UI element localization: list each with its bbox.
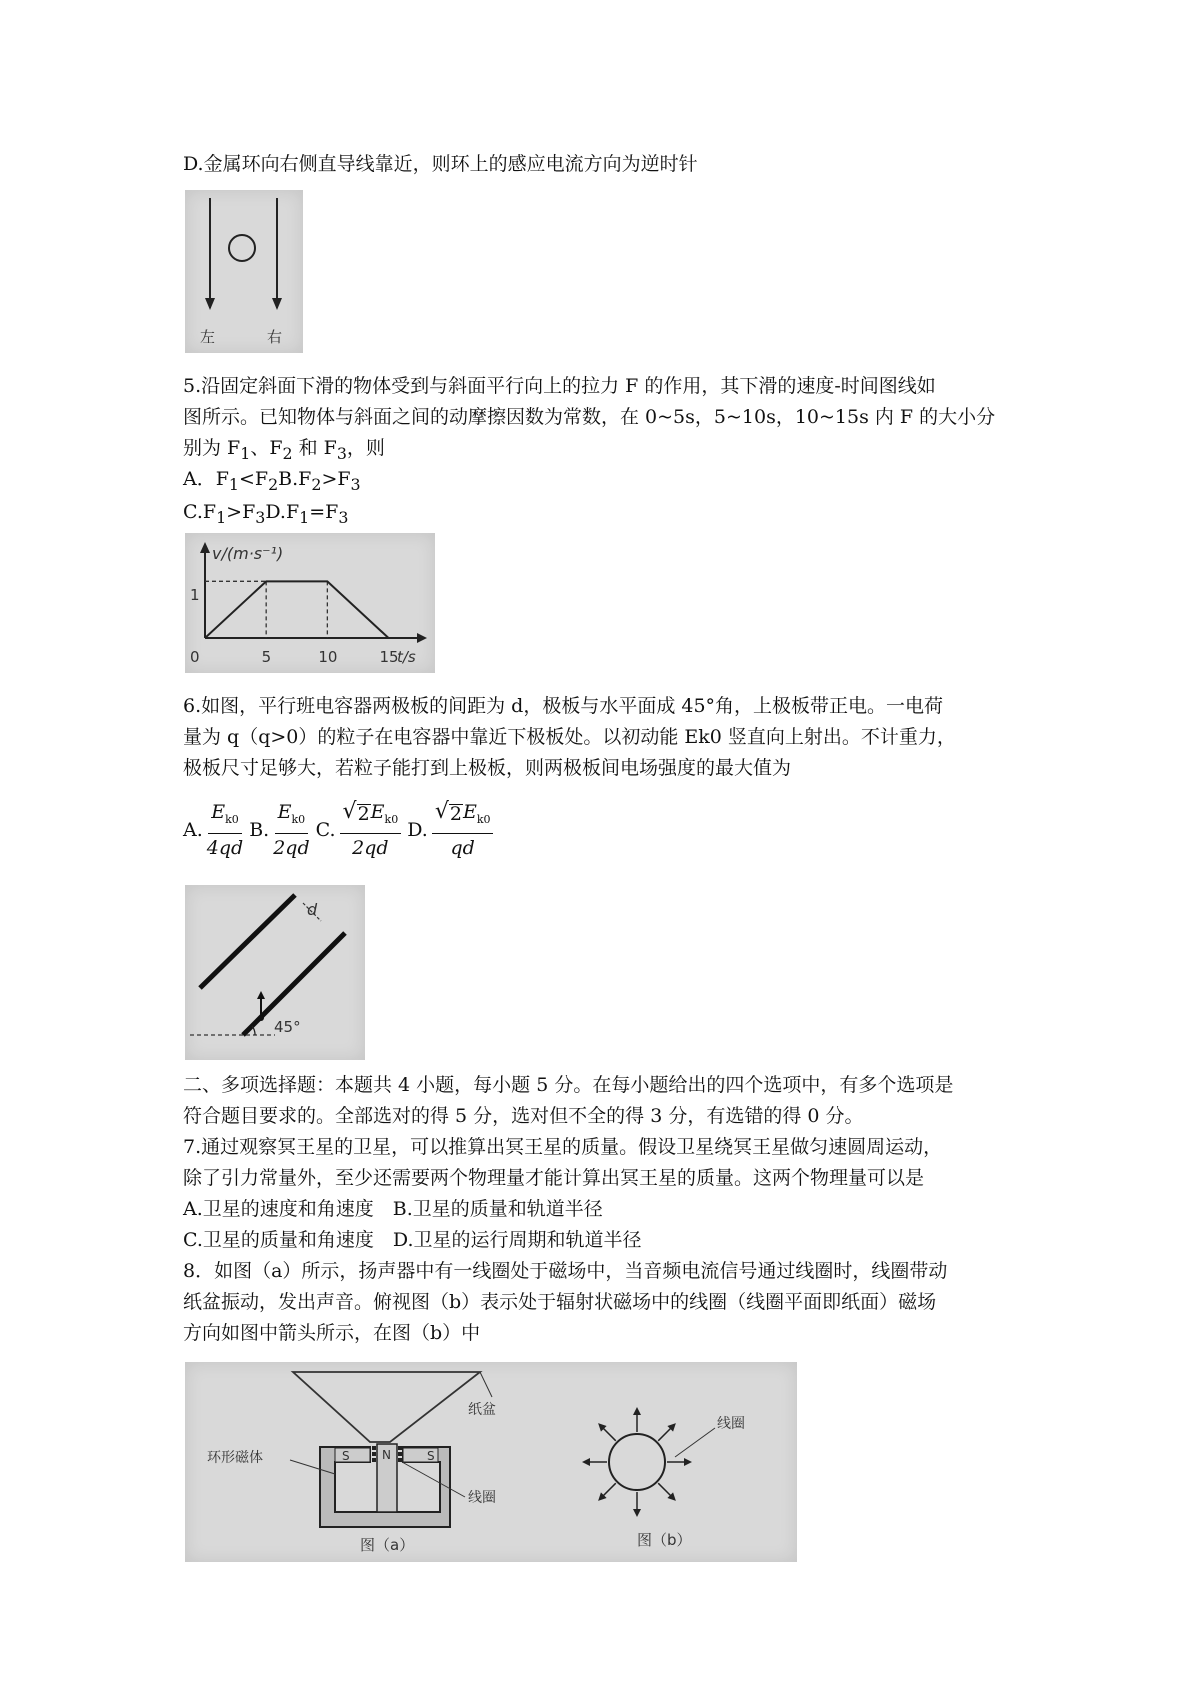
n-pole: N (382, 1448, 391, 1462)
caption-b: 图（b） (637, 1531, 692, 1549)
angle-label: 45° (274, 1018, 301, 1036)
q8-line3: 方向如图中箭头所示，在图（b）中 (183, 1322, 481, 1344)
x-axis-label: t/s (397, 648, 416, 666)
numerator-symbol: E (211, 800, 226, 823)
denominator: 4qd (206, 837, 244, 860)
cone-label: 纸盆 (468, 1402, 496, 1418)
field-arrowhead (633, 1509, 641, 1517)
coil-label-b: 线圈 (717, 1416, 745, 1432)
q6-options (183, 798, 499, 862)
figure-wires-ring (185, 190, 303, 353)
y-tick-1: 1 (190, 586, 200, 604)
q6-option-fraction: √ 2 $E_{k0}$ qd (432, 800, 494, 861)
numerator-symbol: E (462, 800, 477, 823)
q5-line1: 5.沿固定斜面下滑的物体受到与斜面平行向上的拉力 F 的作用，其下滑的速度-时间图线如 (183, 375, 936, 397)
x-tick-label: 0 (190, 648, 200, 666)
x-tick-label: 10 (318, 648, 338, 666)
numerator-subscript: k0 (291, 812, 306, 826)
numerator-symbol: E (370, 800, 385, 823)
caption-a: 图（a） (360, 1536, 415, 1554)
y-axis-label: v/(m·s⁻¹) (212, 544, 284, 563)
field-arrowhead (582, 1458, 590, 1466)
q5-line3: 别为 $F_1$、$F_2$ 和 $F_3$，则 (183, 437, 385, 463)
q6-line1: 6.如图，平行班电容器两极板的间距为 d，极板与水平面成 45°角，上极板带正电。一电荷 (183, 695, 944, 717)
field-arrowhead (684, 1458, 692, 1466)
section2-line2: 符合题目要求的。全部选对的得 5 分，选对但不全的得 3 分，有选错的得 0 分。 (183, 1105, 864, 1127)
denominator: 2qd (352, 837, 389, 860)
right-label: 右 (267, 328, 283, 346)
q7-line1: 7.通过观察冥王星的卫星，可以推算出冥王星的质量。假设卫星绕冥王星做匀速圆周运动， (183, 1136, 943, 1158)
q6-option-letter: B. (249, 819, 270, 841)
denominator: 2qd (273, 837, 310, 860)
numerator-subscript: k0 (384, 812, 399, 826)
q4-option-d: D.金属环向右侧直导线靠近，则环上的感应电流方向为逆时针 (183, 153, 698, 175)
figure-speaker (185, 1362, 797, 1562)
q8-line2: 纸盆振动，发出声音。俯视图（b）表示处于辐射状磁场中的线圈（线圈平面即纸面）磁场 (183, 1291, 937, 1313)
q5-options-ab: A．$F_1<F_2B.F_2>F_3$ (183, 468, 361, 494)
field-arrowhead (633, 1407, 641, 1415)
coil-label-a: 线圈 (468, 1490, 496, 1506)
q7-line2: 除了引力常量外，至少还需要两个物理量才能计算出冥王星的质量。这两个物理量可以是 (183, 1167, 925, 1189)
s-pole-left: S (342, 1449, 350, 1463)
coil-ring (609, 1434, 665, 1490)
q6-option-fraction (273, 800, 309, 861)
q6-option-letter: A. (183, 819, 203, 841)
upper-plate (200, 895, 295, 988)
magnet-label: 环形磁体 (207, 1450, 263, 1466)
q6-option-fraction (207, 800, 243, 861)
sqrt-radicand: 2 (449, 802, 462, 825)
sqrt-radicand: 2 (357, 802, 370, 825)
numerator-subscript: k0 (225, 812, 239, 826)
numerator-symbol: E (277, 800, 292, 823)
q6-line3: 极板尺寸足够大，若粒子能打到上极板，则两极板间电场强度的最大值为 (183, 757, 792, 779)
q6-option-letter: C. (315, 819, 336, 841)
paper-cone (293, 1372, 480, 1442)
q5-options-cd: $C.F_1>F_3D.F_1=F_3$ (183, 501, 349, 527)
s-pole-right: S (427, 1449, 435, 1463)
q5-line2: 图所示。已知物体与斜面之间的动摩擦因数为常数，在 0~5s，5~10s，10~15s 内 F 的大小分 (183, 406, 996, 428)
section2-line1: 二、多项选择题：本题共 4 小题，每小题 5 分。在每小题给出的四个选项中，有多个选项是 (183, 1074, 954, 1096)
denominator: qd (450, 837, 475, 860)
left-label: 左 (200, 328, 216, 346)
q7-options-ab: A.卫星的速度和角速度 B.卫星的质量和轨道半径 (183, 1198, 603, 1220)
metal-ring (229, 235, 255, 261)
q6-option-fraction: √ 2 $E_{k0}$ 2qd (340, 800, 402, 861)
q7-options-cd: C.卫星的质量和角速度 D.卫星的运行周期和轨道半径 (183, 1229, 642, 1251)
x-tick-label: 15 (379, 648, 399, 666)
d-label: d (307, 900, 318, 919)
x-tick-label: 5 (261, 648, 272, 666)
figure-vt-graph (185, 533, 435, 673)
q6-line2: 量为 q（q>0）的粒子在电容器中靠近下极板处。以初动能 Ek0 竖直向上射出。不计重力， (183, 726, 956, 748)
q8-line1: 8．如图（a）所示，扬声器中有一线圈处于磁场中，当音频电流信号通过线圈时，线圈带动 (183, 1260, 948, 1282)
q6-option-letter: D. (407, 819, 428, 841)
velocity-line (205, 581, 389, 638)
numerator-subscript: k0 (476, 812, 491, 826)
figure-capacitor (185, 885, 365, 1060)
